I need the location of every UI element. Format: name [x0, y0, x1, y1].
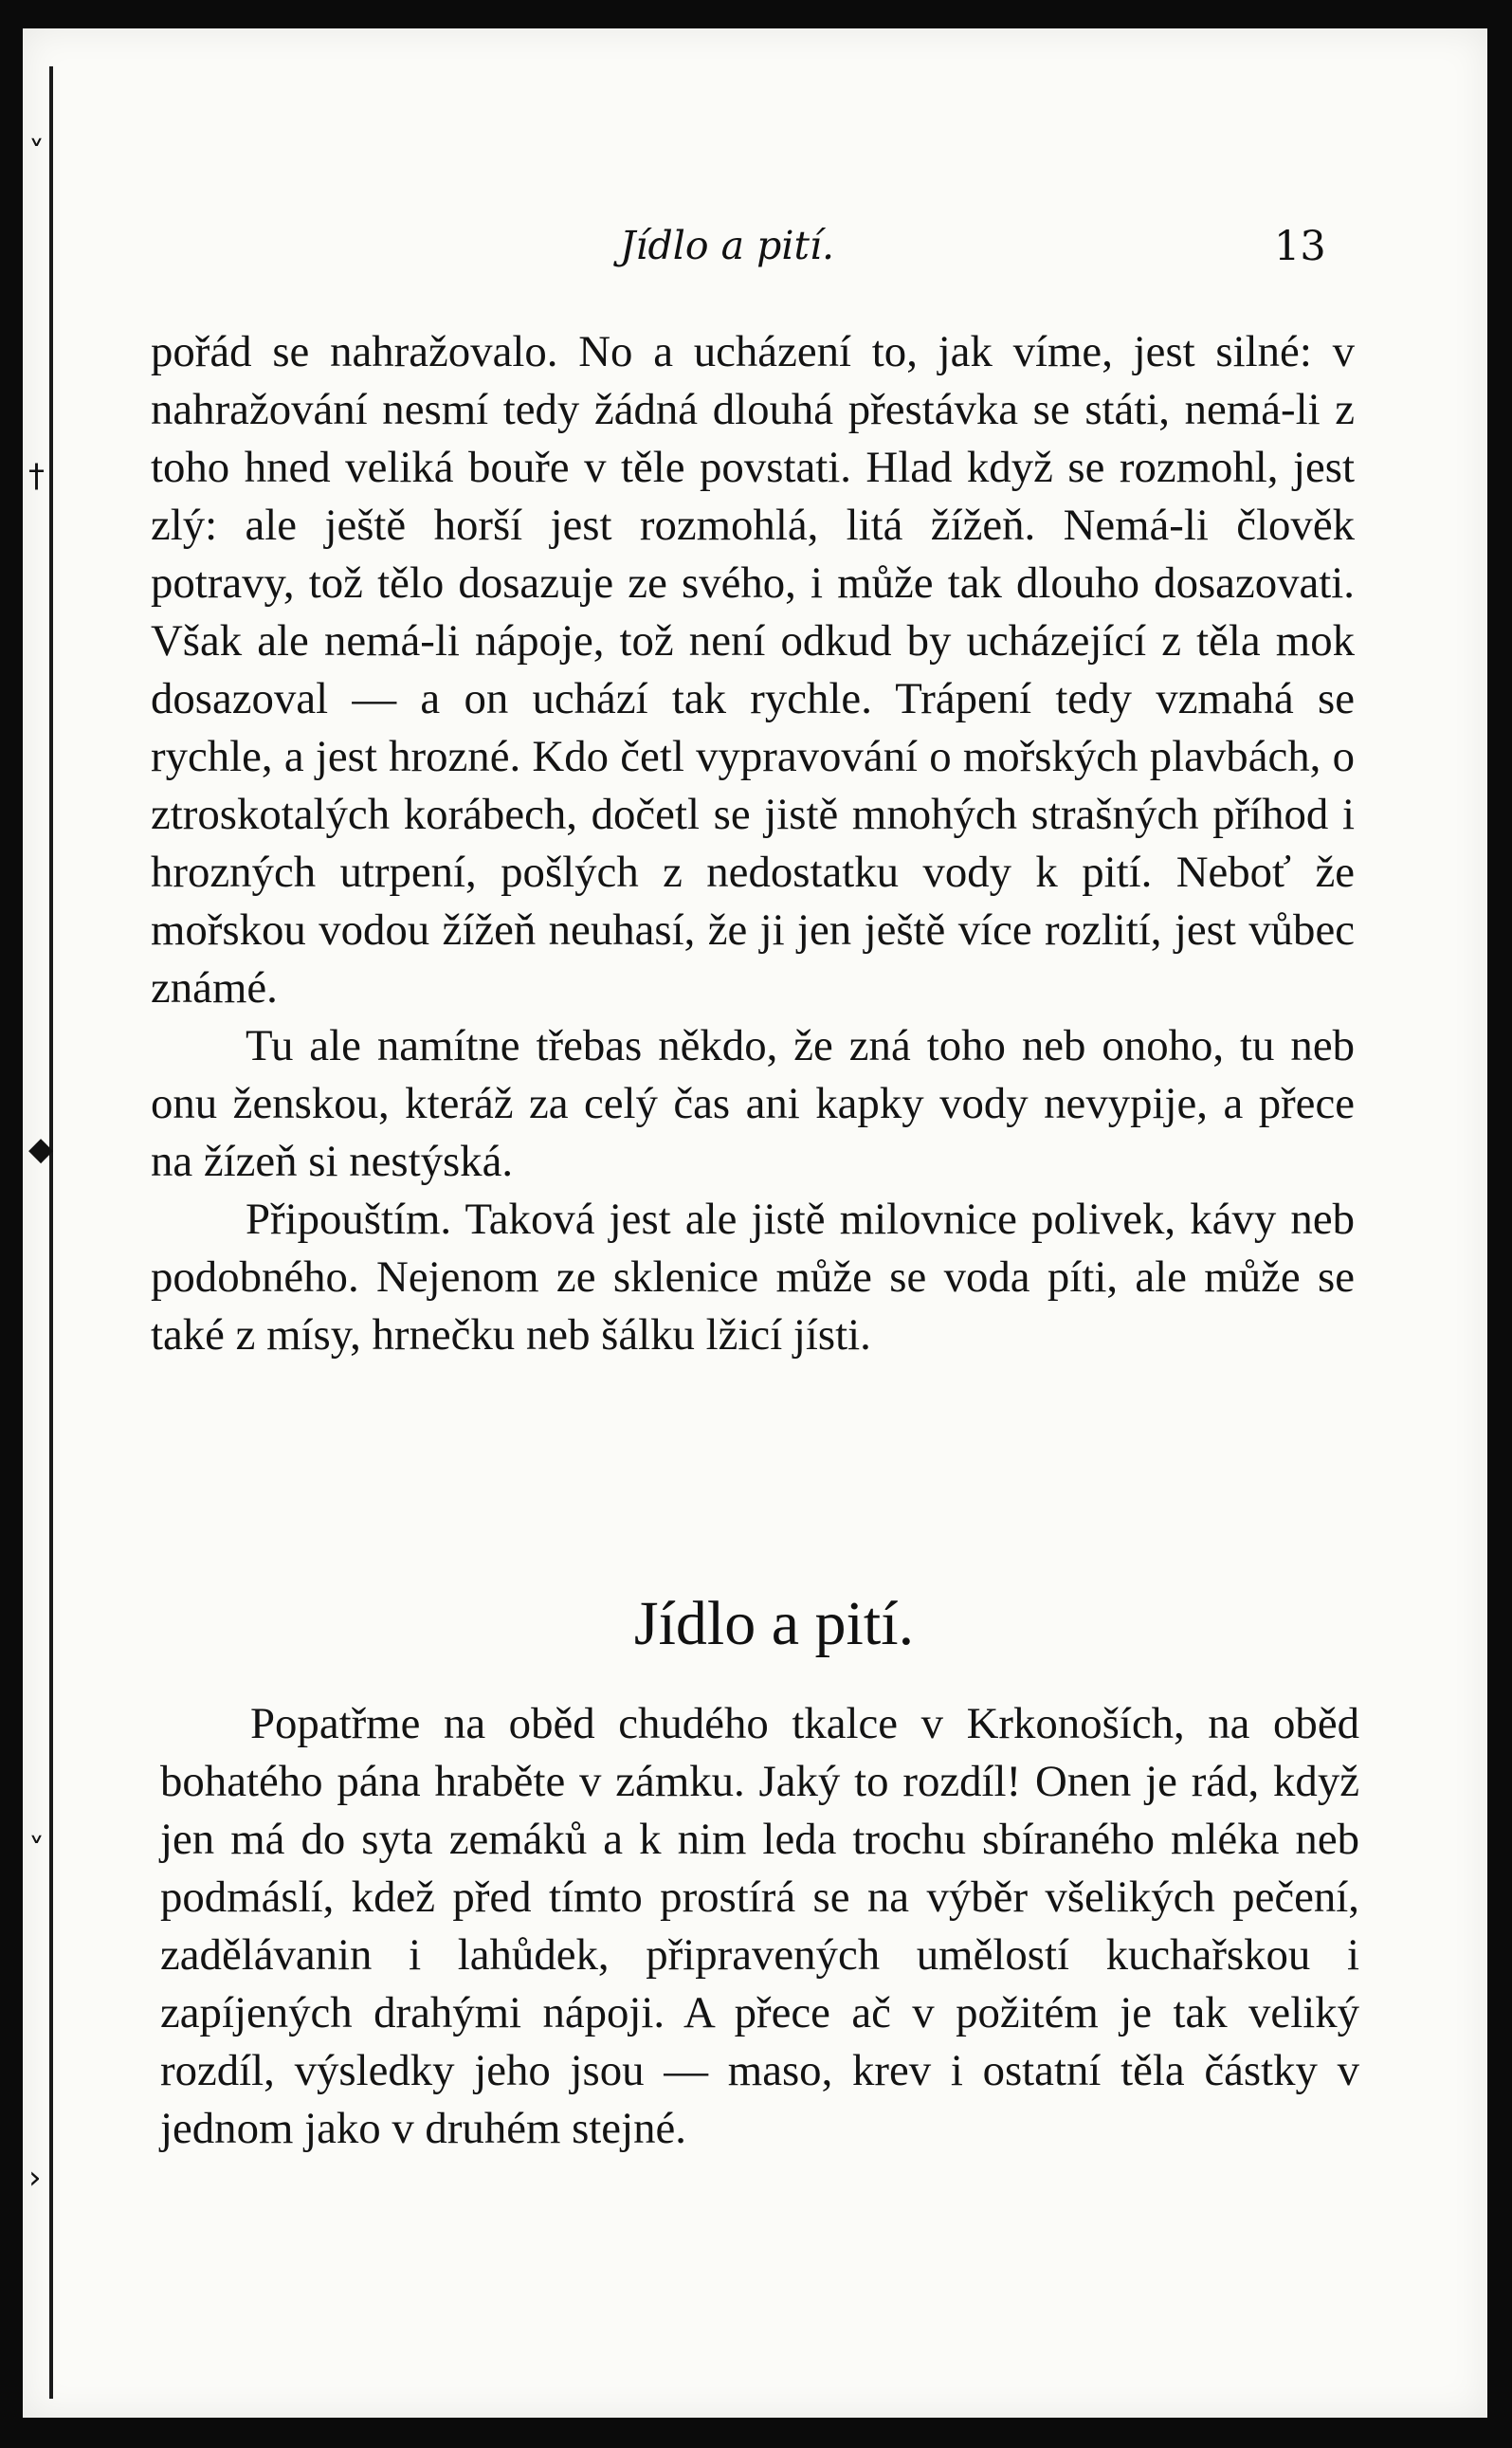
paragraph: Tu ale namítne třebas někdo, že zná toho neb onoho, tu neb onu ženskou, kteráž za celý čas ani kapky vody nevypije, a přece na žízeň si nestýská. — [151, 1021, 1355, 1186]
section-heading: Jídlo a pití. — [633, 1589, 915, 1658]
body-text-top — [151, 323, 1355, 1364]
paragraph: Připouštím. Taková jest ale jistě milovnice polivek, kávy neb podobného. Nejenom ze sklenice může se voda píti, ale může se také z mísy, hrnečku neb šálku lžicí jísti. — [151, 1195, 1355, 1360]
book-page — [23, 28, 1487, 2418]
page-header — [23, 223, 1487, 289]
margin-arrow-icon: ◆ — [28, 1130, 54, 1168]
running-title: Jídlo a pití. — [620, 223, 835, 268]
body-text-bottom — [160, 1695, 1359, 2158]
binding-edge-line — [49, 66, 53, 2399]
margin-tick-icon: ˅ — [28, 1832, 45, 1870]
margin-tick-icon: ˅ — [28, 135, 45, 173]
margin-arrow-icon: › — [28, 2159, 42, 2197]
page-number: 13 — [1274, 223, 1326, 270]
paragraph: pořád se nahražovalo. No a ucházení to, jak víme, jest silné: v nahražování nesmí tedy žádná dlouhá přestávka se státi, nemá-li z toho hned veliká bouře v těle povstati. Hlad když se rozmohl, jest zlý: ale ještě horší jest rozmohlá, litá žížeň. Nemá-li člověk potravy, tož tělo dosazuje ze svého, i může tak dlouho dosazovati. Však ale nemá-li nápoje, tož není odkud by ucházející z těla mok dosazoval — a on uchází tak rychle. Trápení tedy vzmahá se rychle, a jest hrozné. Kdo četl vypravování o mořských plavbách, o ztroskotalých korábech, dočetl se jistě mnohých strašných příhod i hrozných utrpení, pošlých z nedostatku vody k pití. Neboť že mořskou vodou žížeň neuhasí, že ji jen ještě více rozlití, jest vůbec známé. — [151, 327, 1355, 1013]
margin-cross-icon: † — [28, 457, 45, 495]
paragraph: Popatřme na oběd chudého tkalce v Krkonoších, na oběd bohatého pána hraběte v zámku. Jaký to rozdíl! Onen je rád, když jen má do syta zemáků a k nim leda trochu sbíraného mléka neb podmáslí, kdež před tímto prostírá se na výběr všelikých pečení, zadělávanin i lahůdek, připravených umělostí kuchařskou i zapíjených drahými nápoji. A přece ač v požitém je tak veliký rozdíl, výsledky jeho jsou — maso, krev i ostatní těla částky v jednom jako v druhém stejné. — [160, 1699, 1359, 2153]
